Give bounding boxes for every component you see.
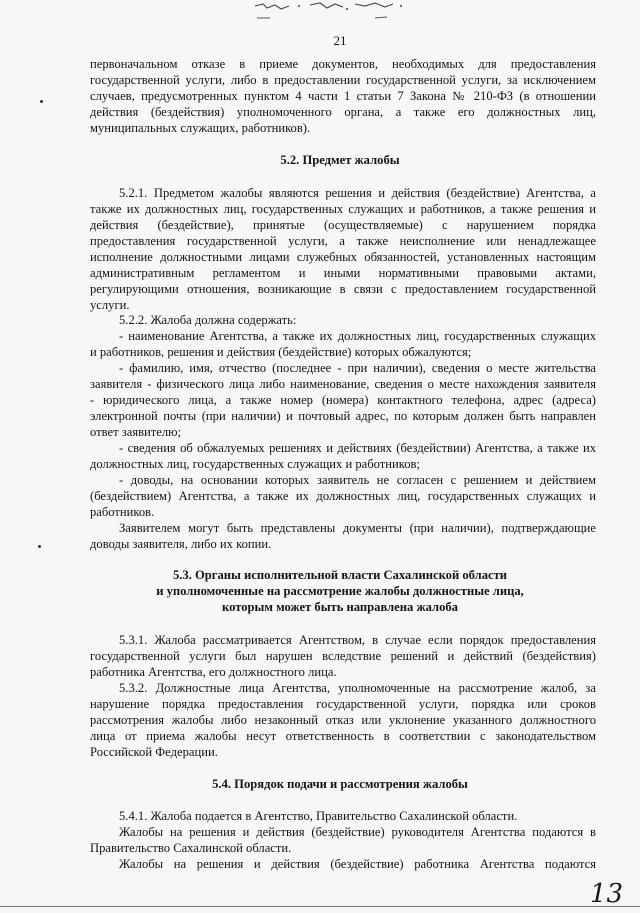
text-line: и работников, решения и действия (бездействие) которых обжалуются; bbox=[90, 345, 472, 359]
section-heading: 5.2. Предмет жалобы bbox=[280, 153, 400, 167]
text-line: Правительство Сахалинской области. bbox=[90, 841, 292, 855]
text-line: лица от приема жалобы несут ответственность в соответствии с законодательством bbox=[90, 729, 596, 743]
text-line: случаев, предусмотренных пунктом 4 части 1 статьи 7 Закона № 210-ФЗ (в отношении bbox=[90, 89, 596, 103]
handwritten-mark-text: 13 bbox=[590, 879, 624, 909]
handwritten-page-mark bbox=[588, 872, 626, 910]
text-line: 5.3.1. Жалоба рассматривается Агентством, в случае если порядок предоставления bbox=[119, 633, 596, 647]
text-line: государственной услуги был нарушен вследствие решений и действий (бездействия) bbox=[90, 649, 596, 663]
text-line: - сведения об обжалуемых решениях и действиях (бездействии) Агентства, а также их bbox=[119, 441, 596, 455]
text-line: нарушение порядка предоставления государственной услуги, порядка или сроков bbox=[90, 697, 596, 711]
text-line: также их должностных лиц, государственных служащих и работников, а также решения и bbox=[90, 202, 596, 216]
text-line: муниципальных служащих, работников). bbox=[90, 121, 311, 135]
text-line: Заявителем могут быть представлены документы (при наличии), подтверждающие bbox=[119, 521, 596, 535]
text-line: - фамилию, имя, отчество (последнее - при наличии), сведения о месте жительства bbox=[119, 361, 596, 375]
text-line: доводы заявителя, либо их копии. bbox=[90, 537, 272, 551]
text-line: действия (бездействия) уполномоченного органа, а также его должностных лиц, bbox=[90, 105, 596, 119]
text-line: работников. bbox=[90, 505, 155, 519]
text-line: рассмотрения жалобы либо незаконный отказ или уклонение указанного должностного bbox=[90, 713, 596, 727]
text-line: заявителя - физического лица либо наименование, сведения о месте нахождения заявителя bbox=[90, 377, 596, 391]
text-line: услуги. bbox=[90, 298, 130, 312]
text-line: электронной почты (при наличии) и почтовый адрес, по которым должен быть направлен bbox=[90, 409, 596, 423]
text-line: Жалобы на решения и действия (бездействие) руководителя Агентства подаются в bbox=[119, 825, 596, 839]
text-line: действия (бездействие), принятые (осуществляемые) с нарушением порядка bbox=[90, 218, 596, 232]
section-heading: и уполномоченные на рассмотрение жалобы должностные лица, bbox=[156, 584, 524, 598]
text-line: работника Агентства, его должностного лица. bbox=[90, 665, 337, 679]
text-line: Жалобы на решения и действия (бездействие) работника Агентства подаются bbox=[119, 857, 596, 871]
text-line: 5.2.1. Предметом жалобы являются решения и действия (бездействие) Агентства, а bbox=[119, 186, 596, 200]
text-line: - доводы, на основании которых заявитель не согласен с решением и действием bbox=[119, 473, 596, 487]
text-line: должностных лиц, государственных служащих и работников; bbox=[90, 457, 420, 471]
text-line: 5.2.2. Жалоба должна содержать: bbox=[119, 313, 297, 327]
text-line: 5.3.2. Должностные лица Агентства, уполномоченные на рассмотрение жалоб, за bbox=[119, 681, 596, 695]
text-line: - юридического лица, а также номер (номера) контактного телефона, адрес (адреса) bbox=[90, 393, 596, 407]
text-line: исполнение должностными лицами служебных обязанностей, установленных настоящим bbox=[90, 250, 596, 264]
text-line: - наименование Агентства, а также их должностных лиц, государственных служащих bbox=[119, 329, 596, 343]
text-line: Российской Федерации. bbox=[90, 745, 218, 759]
text-line: предоставления государственной услуги, а также неисполнение или ненадлежащее bbox=[90, 234, 596, 248]
section-heading: 5.4. Порядок подачи и рассмотрения жалобы bbox=[212, 777, 468, 791]
scan-noise-top bbox=[215, 0, 445, 20]
text-line: регулирующими отношения, возникающие в связи с предоставлением государственной bbox=[90, 282, 596, 296]
page-bottom-edge bbox=[0, 906, 640, 907]
section-heading: 5.3. Органы исполнительной власти Сахалинской области bbox=[172, 568, 508, 582]
text-line: административным регламентом и иными нормативными правовыми актами, bbox=[90, 266, 596, 280]
text-line: (бездействием) Агентства, а также их должностных лиц, государственных служащих и bbox=[90, 489, 596, 503]
page-number: 21 bbox=[333, 33, 347, 48]
text-line: ответ заявителю; bbox=[90, 425, 182, 439]
scan-speck bbox=[38, 545, 41, 548]
text-line: 5.4.1. Жалоба подается в Агентство, Правительство Сахалинской области. bbox=[119, 809, 518, 823]
text-line: государственной услуги, либо в предоставлении государственной услуги, за исключением bbox=[90, 73, 596, 87]
section-heading: которым может быть направлена жалоба bbox=[222, 600, 458, 614]
scan-speck bbox=[40, 100, 43, 103]
text-line: первоначальном отказе в приеме документов, необходимых для предоставления bbox=[90, 57, 596, 71]
